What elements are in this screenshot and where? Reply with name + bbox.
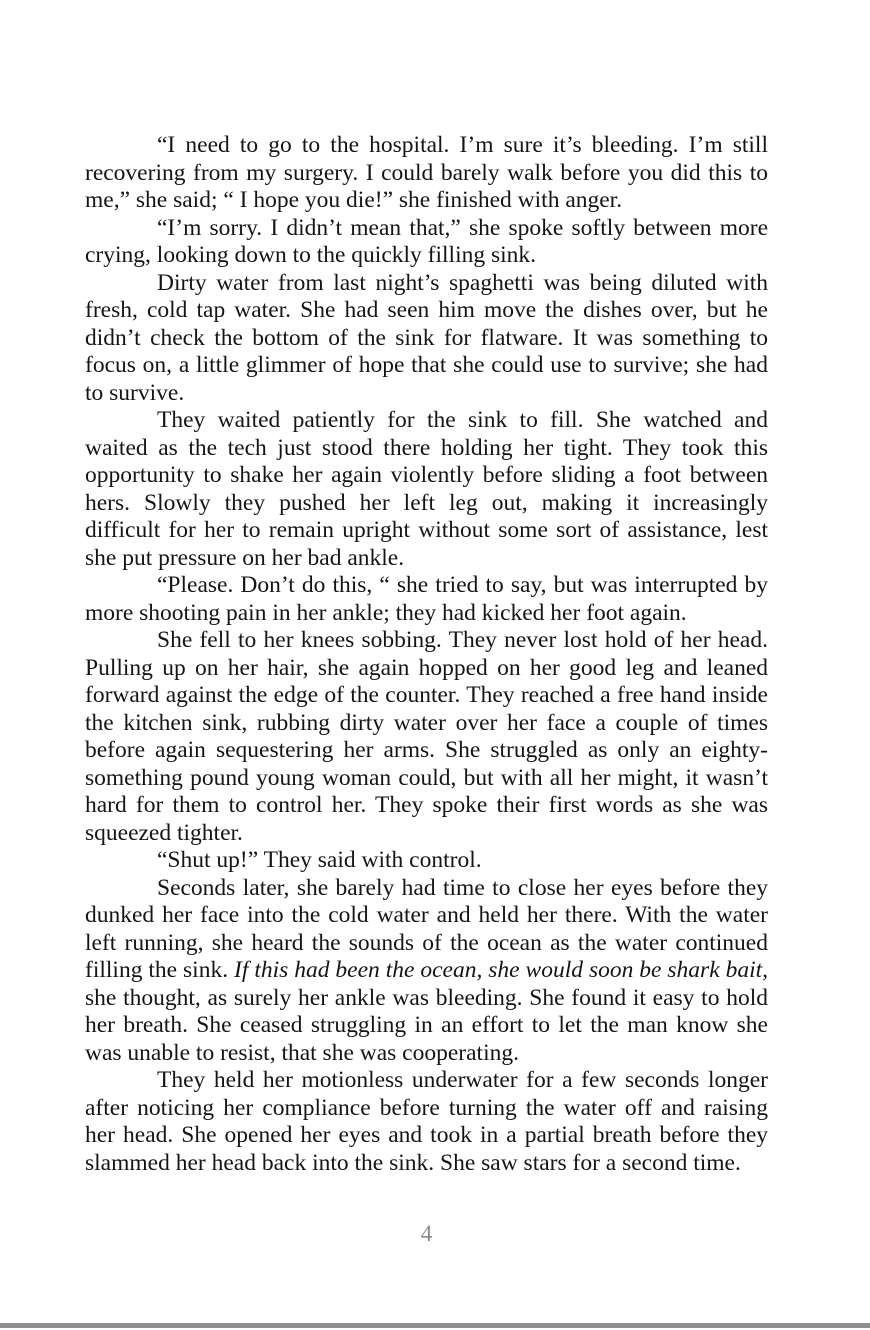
text-line bbox=[85, 160, 768, 188]
text-segment: Dirty water from last night’s spaghetti was being diluted with bbox=[157, 269, 768, 296]
text-segment: hers. Slowly they pushed her left leg out, making it increasingly bbox=[85, 489, 768, 516]
text-segment: difficult for her to remain upright without some sort of assistance, lest bbox=[85, 517, 768, 543]
italic-text-segment: If this had been the ocean, she would soon be shark bait, bbox=[234, 957, 769, 983]
text-segment: slammed her head back into the sink. She saw stars for a second time. bbox=[85, 1149, 741, 1176]
text-segment: “I’m sorry. I didn’t mean that,” she spoke softly between more bbox=[157, 214, 768, 241]
text-line bbox=[85, 435, 768, 463]
page-text-body bbox=[85, 132, 768, 1177]
text-segment: focus on, a little glimmer of hope that she could use to survive; she had bbox=[85, 352, 768, 378]
text-line bbox=[85, 1095, 768, 1123]
text-line bbox=[85, 297, 768, 325]
text-segment: she put pressure on her bad ankle. bbox=[85, 544, 405, 571]
text-line bbox=[85, 957, 768, 985]
text-segment: more shooting pain in her ankle; they had kicked her foot again. bbox=[85, 599, 687, 626]
text-segment: Pulling up on her hair, she again hopped on her good leg and leaned bbox=[85, 654, 768, 681]
text-segment: “Please. Don’t do this, “ she tried to say, but was interrupted by bbox=[157, 572, 768, 598]
text-segment: didn’t check the bottom of the sink for flatware. It was something to bbox=[85, 324, 768, 351]
text-line bbox=[85, 490, 768, 518]
text-line bbox=[85, 1067, 768, 1095]
text-segment: her breath. She ceased struggling in an effort to let the man know she bbox=[85, 1012, 768, 1038]
text-line bbox=[85, 820, 768, 848]
text-segment: she thought, as surely her ankle was bleeding. She found it easy to hold bbox=[85, 984, 768, 1011]
text-segment: opportunity to shake her again violently before sliding a foot between bbox=[85, 462, 768, 488]
text-line bbox=[85, 655, 768, 683]
page-number: 4 bbox=[420, 1221, 433, 1246]
text-segment: after noticing her compliance before turning the water off and raising bbox=[85, 1094, 768, 1121]
text-line bbox=[85, 270, 768, 298]
text-line bbox=[85, 325, 768, 353]
text-line bbox=[85, 1040, 768, 1068]
text-segment: hard for them to control her. They spoke their first words as she was bbox=[85, 792, 768, 818]
text-segment: filling the sink. bbox=[85, 957, 235, 983]
text-segment: squeezed tighter. bbox=[85, 819, 243, 846]
text-line bbox=[85, 187, 768, 215]
text-segment: dunked her face into the cold water and held her there. With the water bbox=[85, 902, 768, 928]
text-line bbox=[85, 985, 768, 1013]
text-segment: crying, looking down to the quickly filling sink. bbox=[85, 242, 537, 268]
text-segment: She fell to her knees sobbing. They never lost hold of her head. bbox=[157, 627, 768, 653]
text-segment: Seconds later, she barely had time to close her eyes before they bbox=[157, 874, 768, 901]
text-segment: something pound young woman could, but with all her might, it wasn’t bbox=[85, 764, 768, 791]
text-line bbox=[85, 352, 768, 380]
text-segment: the kitchen sink, rubbing dirty water over her face a couple of times bbox=[85, 709, 768, 736]
text-line bbox=[85, 462, 768, 490]
text-segment: “I need to go to the hospital. I’m sure it’s bleeding. I’m still bbox=[157, 132, 768, 158]
text-line bbox=[85, 847, 768, 875]
text-line bbox=[85, 517, 768, 545]
text-segment: before again sequestering her arms. She struggled as only an eighty- bbox=[85, 737, 768, 763]
text-line bbox=[85, 765, 768, 793]
text-line bbox=[85, 682, 768, 710]
text-segment: waited as the tech just stood there holding her tight. They took this bbox=[85, 434, 768, 461]
text-line bbox=[85, 1122, 768, 1150]
text-segment: recovering from my surgery. I could barely walk before you did this to bbox=[85, 159, 768, 186]
text-segment: fresh, cold tap water. She had seen him move the dishes over, but he bbox=[85, 297, 768, 323]
page-bottom-edge-bar bbox=[0, 1323, 870, 1328]
text-line bbox=[85, 407, 768, 435]
text-line bbox=[85, 132, 768, 160]
text-line bbox=[85, 1012, 768, 1040]
text-line bbox=[85, 242, 768, 270]
text-line bbox=[85, 737, 768, 765]
text-line bbox=[85, 710, 768, 738]
text-line bbox=[85, 380, 768, 408]
text-segment: They held her motionless underwater for a few seconds longer bbox=[157, 1067, 768, 1093]
text-line bbox=[85, 1150, 768, 1178]
text-segment: was unable to resist, that she was cooperating. bbox=[85, 1039, 519, 1066]
text-line bbox=[85, 600, 768, 628]
text-segment: forward against the edge of the counter. They reached a free hand inside bbox=[85, 682, 768, 708]
text-segment: her head. She opened her eyes and took in a partial breath before they bbox=[85, 1122, 768, 1148]
text-line bbox=[85, 792, 768, 820]
text-line bbox=[85, 545, 768, 573]
text-segment: me,” she said; “ I hope you die!” she finished with anger. bbox=[85, 187, 623, 213]
text-segment: to survive. bbox=[85, 379, 185, 406]
text-segment: left running, she heard the sounds of the ocean as the water continued bbox=[85, 929, 768, 956]
text-line bbox=[85, 572, 768, 600]
text-line bbox=[85, 875, 768, 903]
text-segment: “Shut up!” They said with control. bbox=[157, 847, 482, 873]
text-line bbox=[85, 902, 768, 930]
text-line bbox=[85, 930, 768, 958]
text-segment: They waited patiently for the sink to fill. She watched and bbox=[157, 407, 768, 433]
text-line bbox=[85, 215, 768, 243]
text-line bbox=[85, 627, 768, 655]
